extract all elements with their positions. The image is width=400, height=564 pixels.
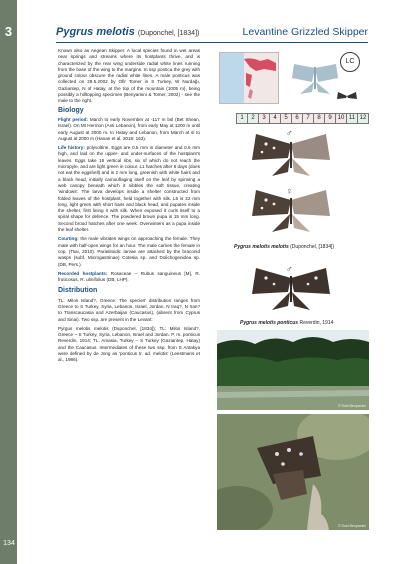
hostplants-text: Rosaceae – Rubus sanguineus [M], R. fruticosus, R. ulmifolius (DB, LHP). — [58, 270, 201, 283]
chapter-sidebar — [0, 0, 17, 564]
month-12: 12 — [357, 113, 369, 124]
month-9: 9 — [324, 113, 336, 124]
conservation-status-badge: LC — [340, 52, 360, 72]
caption-ponticus — [240, 320, 333, 326]
flight-month-strip — [236, 113, 368, 124]
life-history-paragraph — [58, 145, 200, 233]
distribution-paragraph-1: TL: Milos Island?, Greece. The species' distribution ranges from Greece to S Turkey, Syria, Lebanon, Israel, Jordan, N Iraq?, N Iran? to Transcaucasia and Azerbaijan (Caucasus), (absent from Cyprus and Sinai). Two ssp. are present in the Levant: — [58, 297, 200, 322]
species-author: (Duponchel, [1834]) — [137, 30, 200, 37]
hostplants-paragraph — [58, 271, 200, 284]
intro-paragraph: Known also as Aegean Skipper. A local species found in wet areas near springs and streams where its hostplants thrive, and is characterized by the rear wing underside radial white lines running from the base of the wing to the margins. In ssp pontica the grey with ground colour obscure the radial white lines. A male ponticus was collected on 29.5.2002 by Ofir Tomer in S Turkey, W Nurdağı, Gaziantep, N of Hatay, at the top of the mountain (1005 m), being possibly a hilltopping specimen (Benyamini & Tomer, 2002) - see the male to the right. — [58, 48, 200, 104]
distribution-paragraph-2: Pyrgus melotis melotis (Duponchel, [1834]); TL: Milos Island?, Greece – S Turkey, Syria, Lebanon, Israel and Jordan. P. m. ponticus Reverdin, 1914; TL: Amasia, Turkey – S Turkey (Gaziantep, Hatay) and the Caucasus. Intermediates of these two ssp. from S Antakya were defined by de Jong as 'ponticus tr. ad. melotis' (Leestmans et al., 1986). — [58, 325, 200, 363]
month-4: 4 — [269, 113, 281, 124]
month-3: 3 — [258, 113, 270, 124]
live-skipper-photo — [217, 414, 369, 530]
courting-paragraph — [58, 236, 200, 267]
photo-credit-2: © Dubi Benyamini — [337, 524, 366, 528]
month-8: 8 — [313, 113, 325, 124]
month-2: 2 — [247, 113, 259, 124]
header-rule — [56, 42, 368, 43]
species-header — [56, 26, 368, 40]
courting-text: the male vibrates wings on approaching the female. They mate with half-open wings for an hour. The male carries the female in cop. (Tsai, 2010). Parasitoids: larvae are attacked by the braconid wasps (subf. Microgastrinae) Cotesia sp. and Dolichogenidea sp. (DB, Pers.). — [58, 236, 200, 267]
habitat-photo — [217, 330, 369, 410]
female-symbol-1: ♀ — [286, 186, 293, 196]
month-11: 11 — [346, 113, 358, 124]
month-6: 6 — [291, 113, 303, 124]
scientific-name: Pygrus melotis — [56, 26, 135, 38]
life-label: Life history: — [58, 145, 85, 151]
range-marks — [220, 53, 278, 103]
hostplants-label: Recorded hostplants: — [58, 270, 108, 276]
text-column — [58, 48, 200, 367]
month-1: 1 — [236, 113, 248, 124]
skipper-silhouette-icon — [336, 90, 358, 104]
common-name: Levantine Grizzled Skipper — [242, 26, 368, 38]
flight-label: Flight period: — [58, 116, 88, 122]
butterfly-silhouette-icon — [290, 60, 340, 98]
biology-heading: Biology — [58, 106, 84, 114]
month-10: 10 — [335, 113, 347, 124]
caption-ponticus-author: Reverdin, 1914 — [299, 320, 334, 326]
male-symbol-1: ♂ — [286, 128, 293, 138]
page-number: 134 — [3, 540, 15, 547]
month-5: 5 — [280, 113, 292, 124]
flight-period-paragraph — [58, 117, 200, 142]
habitat-scene — [217, 330, 369, 410]
caption-melotis-name: Pygrus melotis melotis — [234, 244, 289, 250]
species-title — [56, 26, 199, 38]
photo-credit-1: © Dubi Benyamini — [337, 404, 366, 408]
male-symbol-2: ♂ — [286, 264, 293, 274]
caption-melotis-author: (Duponchel, [1834]) — [290, 244, 335, 250]
distribution-heading: Distribution — [58, 287, 98, 295]
courting-label: Courting: — [58, 236, 79, 242]
caption-ponticus-name: Pygrus melotis ponticus — [240, 320, 299, 326]
distribution-map — [219, 52, 279, 104]
caption-melotis — [234, 244, 334, 250]
live-skipper-scene — [217, 414, 369, 530]
month-7: 7 — [302, 113, 314, 124]
chapter-number: 3 — [4, 24, 13, 39]
flight-text: March to early November at -117 m bsl (Bet Shean, Israel). On Mt Hermon (Anti Lebanon), from early May at 1200 m until early August at 2000 m. In Hatay and Lebanon, from March at sl to August at 2000 m (Hanan et al. 2018: 163). — [58, 116, 201, 141]
life-text: polyvoltine. Eggs are 0.5 mm in diameter and 0.6 mm high, and laid on the upper- and under-surfaces of the hostplant's leaves. Eggs take 16 vertical ribs, six of which do not reach the micropyle, and are light green in colour. L1 hatches after 6 days (does not eat the eggshell) and is 2 mm long, greenish with white hairs and a black head, initially camouflaging itself on the leaf by spinning a web canopy beneath which it nibbles the soft tissue, creating 'windows'. The larva develops inside a shelter constructed from folded leaves of the hostplant, held together with silk. L5 is 22 mm long, light green with short hairs and black head, and pupates inside the shelter, first lining it with silk. When exposed it curls itself to a spiral shape for defence. The powdered brown pupa is 15 mm long. Second brood hatches after one week. Overwinters as a pupa inside the leaf shelter. — [58, 145, 200, 233]
